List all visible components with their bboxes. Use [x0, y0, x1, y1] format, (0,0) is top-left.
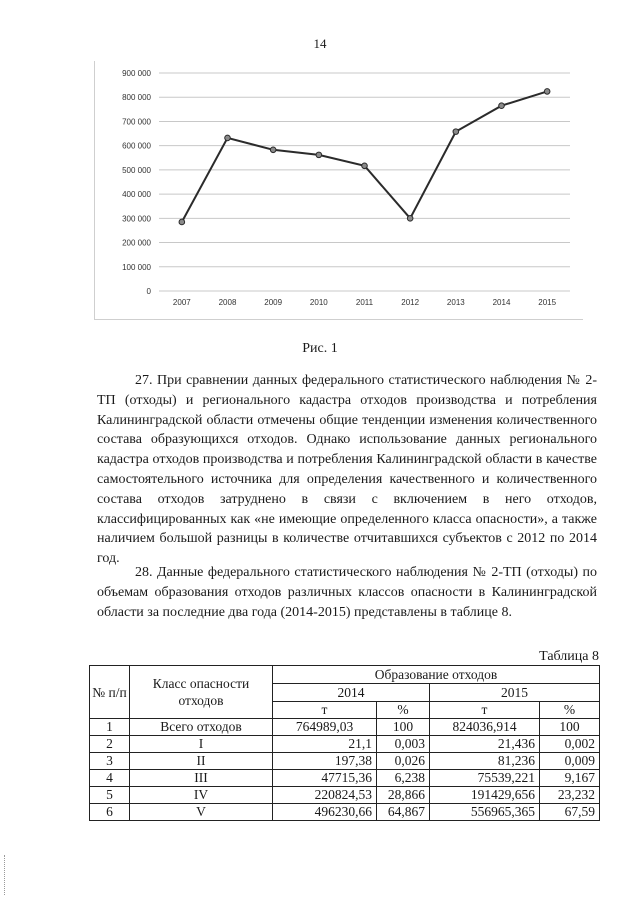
x-tick-label: 2007	[172, 298, 191, 307]
x-tick-label: 2013	[446, 298, 465, 307]
row-t-2014: 496230,66	[273, 804, 377, 821]
row-t-2015: 191429,656	[430, 787, 540, 804]
x-tick-label: 2009	[264, 298, 283, 307]
row-number: 5	[90, 787, 130, 804]
row-t-2015: 21,436	[430, 736, 540, 753]
table-row	[90, 787, 600, 804]
y-tick-label: 0	[146, 287, 151, 296]
row-number: 2	[90, 736, 130, 753]
data-point	[362, 163, 368, 169]
y-tick-label: 700 000	[122, 117, 151, 127]
row-pct-2015: 9,167	[540, 770, 600, 787]
row-class: II	[130, 753, 273, 770]
data-point	[544, 89, 550, 95]
header-waste-generation: Образование отходов	[273, 666, 600, 684]
header-year-2014: 2014	[273, 684, 430, 702]
table-row	[90, 719, 600, 736]
row-t-2014: 197,38	[273, 753, 377, 770]
header-unit-pct-2014: %	[377, 702, 430, 719]
row-pct-2015: 67,59	[540, 804, 600, 821]
row-number: 1	[90, 719, 130, 736]
data-point	[453, 129, 459, 135]
header-unit-t-2015: т	[430, 702, 540, 719]
y-tick-label: 100 000	[122, 262, 151, 272]
data-point	[270, 147, 276, 153]
row-number: 6	[90, 804, 130, 821]
y-tick-label: 900 000	[122, 69, 151, 78]
x-tick-label: 2014	[492, 298, 511, 307]
row-pct-2015: 0,009	[540, 753, 600, 770]
header-unit-pct-2015: %	[540, 702, 600, 719]
row-class: Всего отходов	[130, 719, 273, 736]
table-row	[90, 770, 600, 787]
y-tick-label: 200 000	[122, 238, 151, 248]
row-t-2014: 764989,03	[273, 719, 377, 736]
x-tick-label: 2010	[309, 298, 328, 307]
header-hazard-class: Класс опасности отходов	[130, 666, 273, 719]
y-tick-label: 300 000	[122, 214, 151, 224]
row-pct-2014: 0,026	[377, 753, 430, 770]
row-class: III	[130, 770, 273, 787]
row-pct-2015: 0,002	[540, 736, 600, 753]
data-point	[316, 152, 322, 158]
x-tick-label: 2008	[218, 298, 237, 307]
row-pct-2014: 64,867	[377, 804, 430, 821]
y-tick-label: 800 000	[122, 93, 151, 103]
row-class: V	[130, 804, 273, 821]
page-number: 14	[313, 36, 327, 51]
row-number: 3	[90, 753, 130, 770]
row-t-2015: 556965,365	[430, 804, 540, 821]
table-row	[90, 804, 600, 821]
row-t-2014: 220824,53	[273, 787, 377, 804]
waste-line-chart	[94, 61, 582, 319]
table-row	[90, 736, 600, 753]
header-year-2015: 2015	[430, 684, 600, 702]
paragraph-28	[97, 563, 597, 622]
margin-mark	[4, 855, 6, 895]
table-row	[90, 753, 600, 770]
row-class: I	[130, 736, 273, 753]
figure-caption: Рис. 1	[302, 341, 338, 356]
data-point	[499, 103, 505, 109]
row-t-2015: 75539,221	[430, 770, 540, 787]
table-label: Таблица 8	[539, 649, 599, 664]
row-t-2014: 47715,36	[273, 770, 377, 787]
row-pct-2014: 100	[377, 719, 430, 736]
data-point	[407, 216, 413, 222]
x-tick-label: 2011	[355, 298, 374, 307]
paragraph-27	[97, 371, 597, 569]
row-pct-2014: 28,866	[377, 787, 430, 804]
paragraph-27-text: 27. При сравнении данных федерального статистического наблюдения № 2-ТП (отходы) и регионального кадастра отходов производства и потребления Калининградской области отмечены общие тенденции изменения количественного состава образующихся отходов. Однако использование данных регионального кадастра отходов производства и потребления Калининградской области в качестве самостоятельного источника для определения качественного и количественного состава отходов затруднено в связи с включением в него отходов, классифицированных как «не имеющие определенного класса опасности», а также наличием большой разницы в количестве отчитавшихся субъектов с 2012 по 2014 год.	[97, 373, 597, 567]
table-header-row	[90, 666, 600, 684]
row-number: 4	[90, 770, 130, 787]
row-t-2014: 21,1	[273, 736, 377, 753]
y-tick-label: 400 000	[122, 190, 151, 200]
header-number: № п/п	[90, 666, 130, 719]
paragraph-28-text: 28. Данные федерального статистического наблюдения № 2-ТП (отходы) по объемам образования отходов различных классов опасности в Калининградской области за последние два года (2014-2015) представлены в таблице 8.	[97, 565, 597, 620]
data-point	[225, 135, 231, 141]
series-line	[182, 91, 547, 222]
y-tick-label: 500 000	[122, 165, 151, 175]
header-unit-t-2014: т	[273, 702, 377, 719]
row-pct-2014: 6,238	[377, 770, 430, 787]
row-class: IV	[130, 787, 273, 804]
y-tick-label: 600 000	[122, 141, 151, 151]
data-point	[179, 219, 185, 225]
row-t-2015: 81,236	[430, 753, 540, 770]
row-pct-2014: 0,003	[377, 736, 430, 753]
x-tick-label: 2015	[538, 298, 557, 307]
row-pct-2015: 23,232	[540, 787, 600, 804]
x-tick-label: 2012	[401, 298, 420, 307]
waste-table	[89, 665, 600, 821]
row-t-2015: 824036,914	[430, 719, 540, 736]
row-pct-2015: 100	[540, 719, 600, 736]
